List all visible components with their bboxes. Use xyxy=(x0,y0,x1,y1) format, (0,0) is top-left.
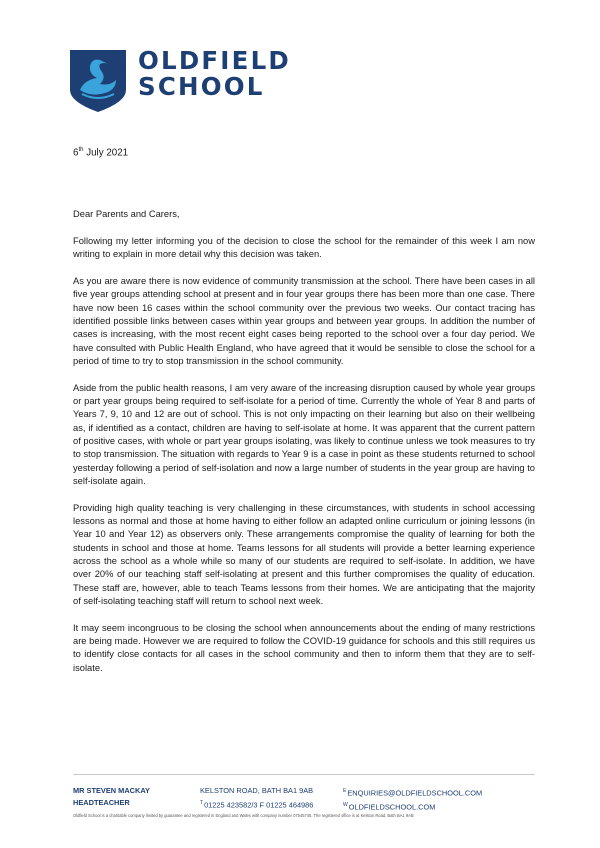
email[interactable]: $^E$ENQUIRIES@OLDFIELDSCHOOL.COM xyxy=(343,788,483,798)
paragraph: It may seem incongruous to be closing the school when announcements about the ending of many restrictions are being made. However we are required to follow the COVID-19 guidance for schools and this still requires us to identify close contacts for all cases in the school community and then to inform them that they are to self-isolate. xyxy=(73,622,535,673)
school-name xyxy=(138,48,291,99)
phone: $^T$01225 423582/3 F 01225 464986 xyxy=(200,800,314,810)
letter-body xyxy=(73,208,535,688)
swan-shield-logo-icon xyxy=(70,50,126,112)
footer-signatory xyxy=(73,785,150,809)
school-name-line1: OLDFIELD xyxy=(138,46,291,75)
salutation: Dear Parents and Carers, xyxy=(73,209,180,219)
school-name-line2: SCHOOL xyxy=(138,71,265,101)
legal-notice: Oldfield School is a charitable company limited by guarantee and registered in England and Wales with company number 07545745. The registered office is at Kelston Road, Bath BA1 9AB xyxy=(73,813,414,818)
website[interactable]: $^W$OLDFIELDSCHOOL.COM xyxy=(343,802,436,812)
footer-online xyxy=(343,785,482,814)
address: KELSTON ROAD, BATH BA1 9AB xyxy=(200,786,314,795)
footer-contact xyxy=(200,785,313,811)
letter-date: 6th July 2021 xyxy=(73,147,129,159)
paragraph: Following my letter informing you of the decision to close the school for the remainder of this week I am now writing to explain in more detail why this decision was taken. xyxy=(73,235,535,260)
paragraph: Aside from the public health reasons, I am very aware of the increasing disruption caused by whole year groups or part year groups being required to self-isolate for a period of time. Currently the whole of Year 8 and parts of Years 7, 9, 10 and 12 are out of school. This is not only impacting on their learning but also on their wellbeing as, if identified as a contact, children are having to self-isolate at home. It was apparent that the current pattern of positive cases, with whole or part year groups isolating, was likely to continue unless we took measures to try to stop transmission. The situation with regards to Year 9 is a case in point as these students returned to school yesterday following a period of self-isolation and now a large number of students in the year group are having to self-isolate again. xyxy=(73,382,535,486)
paragraph: Providing high quality teaching is very challenging in these circumstances, with students in school accessing lessons as normal and those at home having to either follow an adapted online curriculum or joining lessons (in Year 10 and Year 12) as observers only. These arrangements compromise the quality of learning for both the students in school and those at home. Teams lessons for all students will provide a better learning experience across the school as a whole while so many of our students are required to self-isolate. In addition, we have over 20% of our teaching staff self-isolating at present and this further compromises the quality of education. These staff are, however, able to teach Teams lessons from their homes. We are anticipating that the majority of self-isolating teaching staff will return to school next week. xyxy=(73,502,535,606)
footer-divider xyxy=(73,774,535,775)
school-logo xyxy=(70,50,126,117)
head-name: MR STEVEN MACKAY xyxy=(73,786,150,795)
head-title: HEADTEACHER xyxy=(73,798,130,807)
paragraph: As you are aware there is now evidence of community transmission at the school. There have been cases in all five year groups attending school at present and in four year groups there has been more than one case. There have now been 16 cases within the school community over the previous two weeks. Our contact tracing has identified possible links between cases within year groups and between year groups. In addition the number of cases is increasing, with the most recent eight cases being reported to the school over a four day period. We have consulted with Public Health England, who have agreed that it would be sensible to close the school for a period of time to try to stop transmission in the school community. xyxy=(73,276,535,366)
